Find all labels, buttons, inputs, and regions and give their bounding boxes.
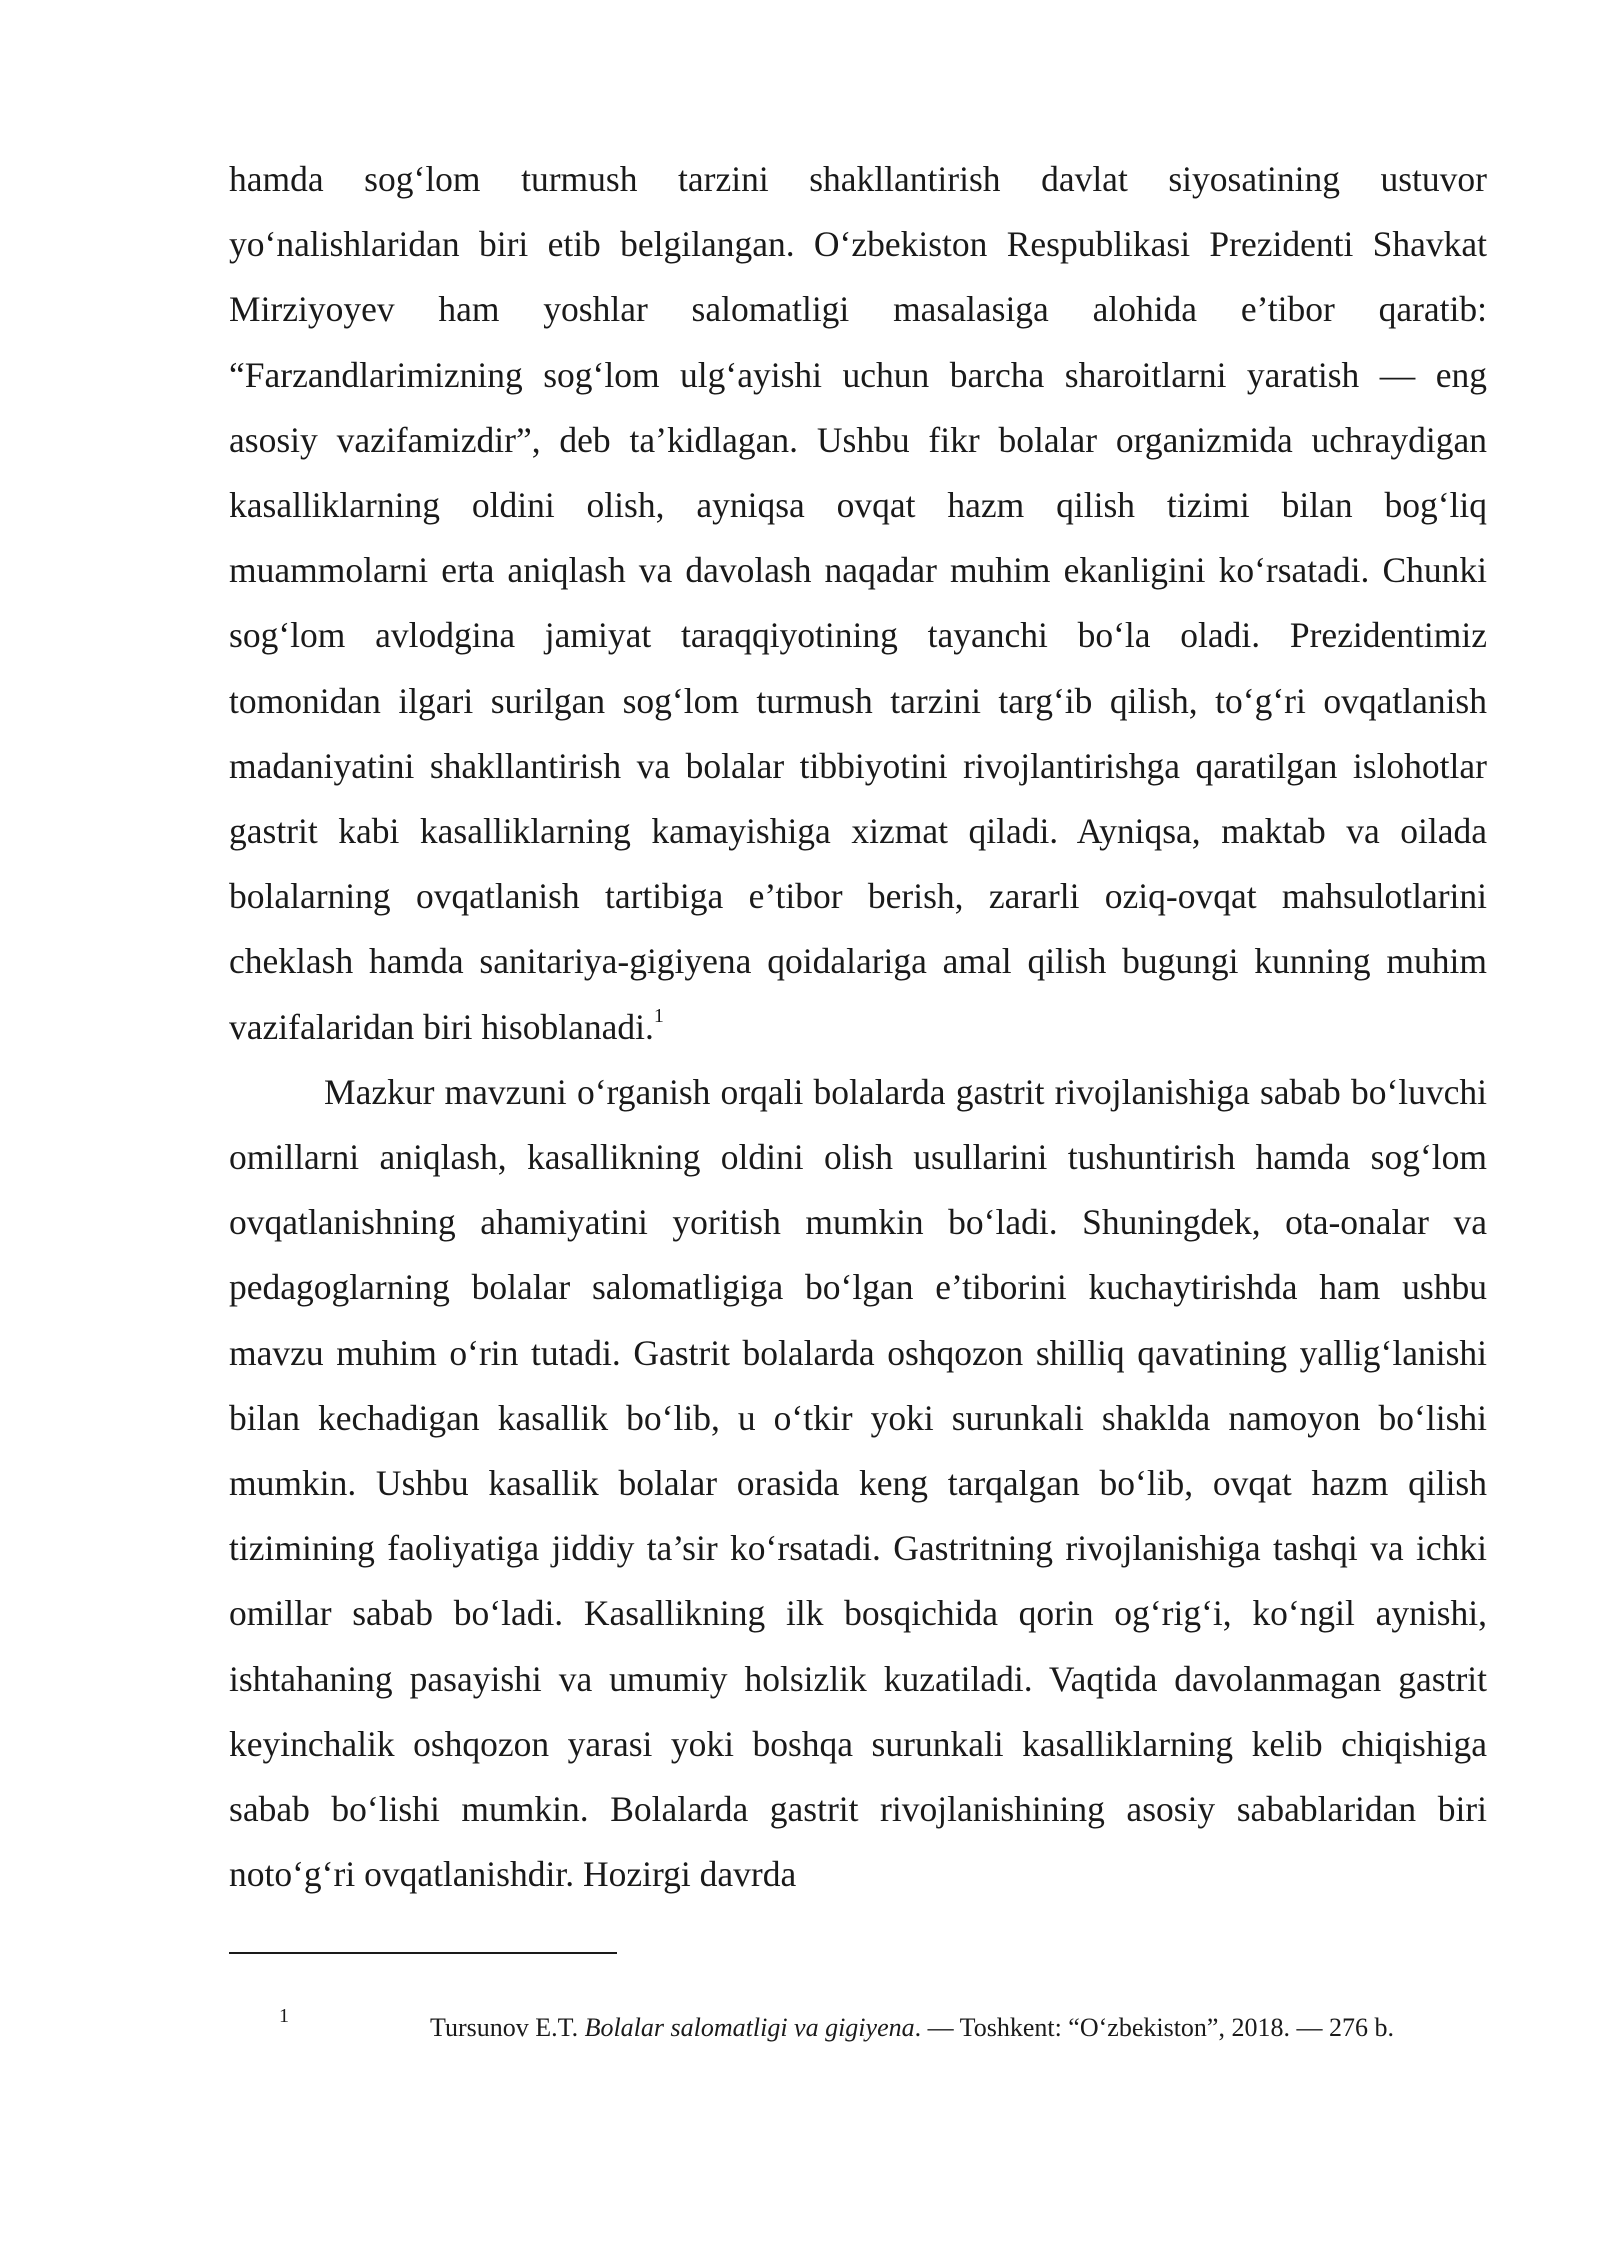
body-text xyxy=(229,147,1487,1907)
footnote-publication: . — Toshkent: “O‘zbekiston”, 2018. — 276 b. xyxy=(914,2013,1394,2042)
footnote-title: Bolalar salomatligi va gigiyena xyxy=(584,2013,915,2042)
paragraph: Mazkur mavzuni o‘rganish orqali bolalarda gastrit rivojlanishiga sabab bo‘luvchi omillarni aniqlash, kasallikning oldini olish usullarini tushuntirish hamda sog‘lom ovqatlanishning ahamiyatini yoritish mumkin bo‘ladi. Shuningdek, ota-onalar va pedagoglarning bolalar salomatligiga bo‘lgan e’tiborini kuchaytirishda ham ushbu mavzu muhim o‘rin tutadi. Gastrit bolalarda oshqozon shilliq qavatining yallig‘lanishi bilan kechadigan kasallik bo‘lib, u o‘tkir yoki surunkali shaklda namoyon bo‘lishi mumkin. Ushbu kasallik bolalar orasida keng tarqalgan bo‘lib, ovqat hazm qilish tizimining faoliyatiga jiddiy ta’sir ko‘rsatadi. Gastritning rivojlanishiga tashqi va ichki omillar sabab bo‘ladi. Kasallikning ilk bosqichida qorin og‘rig‘i, ko‘ngil aynishi, ishtahaning pasayishi va umumiy holsizlik kuzatiladi. Vaqtida davolanmagan gastrit keyinchalik oshqozon yarasi yoki boshqa surunkali kasalliklarning kelib chiqishiga sabab bo‘lishi mumkin. Bolalarda gastrit rivojlanishining asosiy sabablaridan biri noto‘g‘ri ovqatlanishdir. Hozirgi davrda xyxy=(229,1071,1487,1895)
footnote-author: Tursunov E.T. xyxy=(430,2013,579,2042)
footnote-reference[interactable]: 1 xyxy=(653,1004,664,1027)
footnote-text xyxy=(430,2012,1394,2044)
footnote-number: 1 xyxy=(279,2005,289,2027)
paragraph-text: hamda sog‘lom turmush tarzini shakllantirish davlat siyosatining ustuvor yo‘nalishlaridan biri etib belgilangan. O‘zbekiston Respublikasi Prezidenti Shavkat Mirziyoyev ham yoshlar salomatligi masalasiga alohida e’tibor qaratib: “Farzandlarimizning sog‘lom ulg‘ayishi uchun barcha sharoitlarni yaratish — eng asosiy vazifamizdir”, deb ta’kidlagan. Ushbu fikr bolalar organizmida uchraydigan kasalliklarning oldini olish, ayniqsa ovqat hazm qilish tizimi bilan bog‘liq muammolarni erta aniqlash va davolash naqadar muhim ekanligini ko‘rsatadi. Chunki sog‘lom avlodgina jamiyat taraqqiyotining tayanchi bo‘la oladi. Prezidentimiz tomonidan ilgari surilgan sog‘lom turmush tarzini targ‘ib qilish, to‘g‘ri ovqatlanish madaniyatini shakllantirish va bolalar tibbiyotini rivojlantirishga qaratilgan islohotlar gastrit kabi kasalliklarning kamayishiga xizmat qiladi. Ayniqsa, maktab va oilada bolalarning ovqatlanish tartibiga e’tibor berish, zararli oziq-ovqat mahsulotlarini cheklash hamda sanitariya-gigiyena qoidalariga amal qilish bugungi kunning muhim vazifalaridan biri hisoblanadi. xyxy=(229,159,1487,1047)
paragraph xyxy=(229,147,1487,1060)
footnote-separator xyxy=(229,1952,617,1954)
